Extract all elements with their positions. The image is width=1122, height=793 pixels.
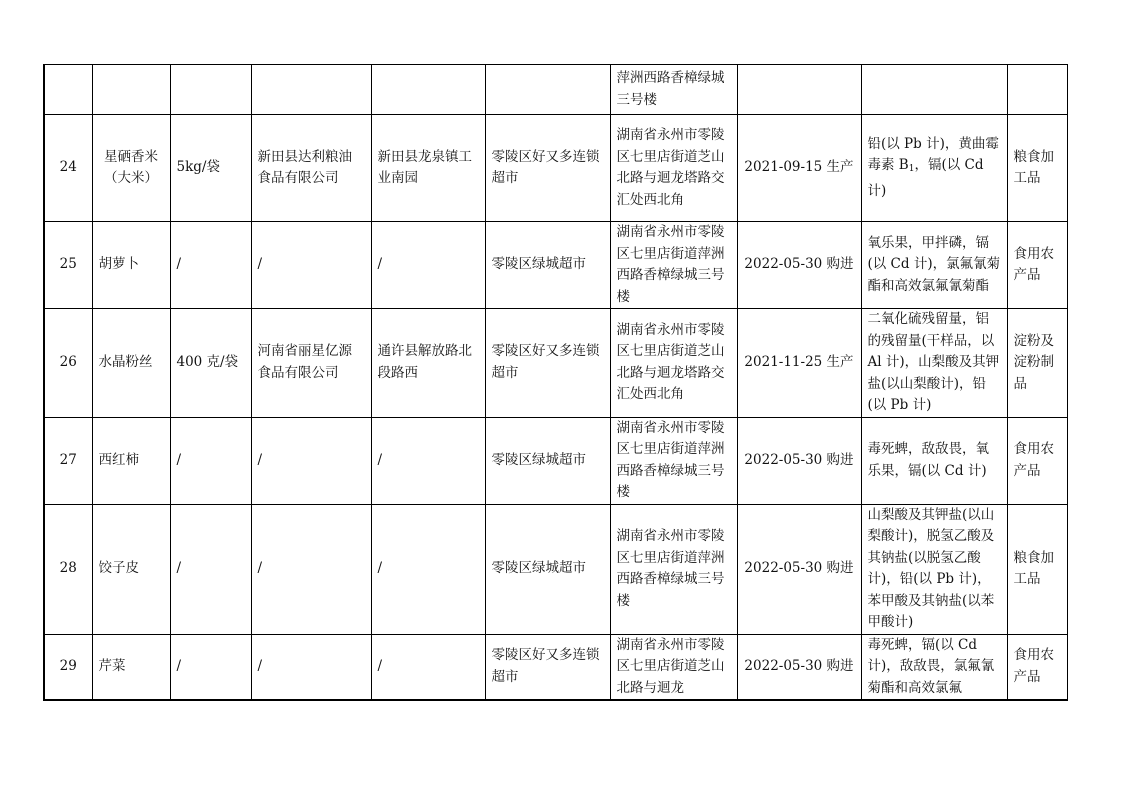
seller-address: 萍洲西路香樟绿城三号楼 <box>610 65 737 115</box>
row-number: 26 <box>44 309 92 418</box>
producer-name: 新田县达利粮油食品有限公司 <box>251 115 371 222</box>
table-row <box>44 417 1067 504</box>
seller-address: 湖南省永州市零陵区七里店街道萍洲西路香樟绿城三号楼 <box>610 417 737 504</box>
seller-address: 湖南省永州市零陵区七里店街道芝山北路与迴龙塔路交汇处西北角 <box>610 115 737 222</box>
food-category <box>1007 65 1067 115</box>
table-row <box>44 309 1067 418</box>
producer-name: / <box>251 222 371 309</box>
table-row <box>44 115 1067 222</box>
seller-address: 湖南省永州市零陵区七里店街道芝山北路与迴龙 <box>610 634 737 700</box>
batch-date: 2021-11-25 生产 <box>737 309 861 418</box>
batch-date: 2022-05-30 购进 <box>737 417 861 504</box>
table-row <box>44 222 1067 309</box>
producer-name: / <box>251 634 371 700</box>
seller-name: 零陵区绿城超市 <box>485 504 610 634</box>
inspection-table <box>43 64 1068 701</box>
producer-name <box>251 65 371 115</box>
seller-name: 零陵区绿城超市 <box>485 417 610 504</box>
product-spec: / <box>170 417 251 504</box>
producer-address: / <box>371 504 485 634</box>
seller-address: 湖南省永州市零陵区七里店街道萍洲西路香樟绿城三号楼 <box>610 504 737 634</box>
batch-date: 2022-05-30 购进 <box>737 222 861 309</box>
seller-name: 零陵区好又多连锁超市 <box>485 309 610 418</box>
food-category: 食用农产品 <box>1007 417 1067 504</box>
producer-address: 新田县龙泉镇工业南园 <box>371 115 485 222</box>
seller-address: 湖南省永州市零陵区七里店街道萍洲西路香樟绿城三号楼 <box>610 222 737 309</box>
product-spec <box>170 65 251 115</box>
row-number: 24 <box>44 115 92 222</box>
batch-date <box>737 65 861 115</box>
batch-date: 2021-09-15 生产 <box>737 115 861 222</box>
row-number <box>44 65 92 115</box>
product-name: 胡萝卜 <box>92 222 170 309</box>
test-items-part: 铅(以 Pb 计)，黄曲霉毒素 B <box>867 135 999 174</box>
test-items: 毒死蜱，敌敌畏，氧乐果，镉(以 Cd 计) <box>861 417 1007 504</box>
test-items: 二氧化硫残留量，铝的残留量(干样品，以 Al 计)，山梨酸及其钾盐(以山梨酸计)，铅(以 Pb 计) <box>861 309 1007 418</box>
table-row <box>44 634 1067 700</box>
product-spec: 400 克/袋 <box>170 309 251 418</box>
seller-name <box>485 65 610 115</box>
producer-name: 河南省丽星亿源食品有限公司 <box>251 309 371 418</box>
food-category: 粮食加工品 <box>1007 115 1067 222</box>
product-name: 芹菜 <box>92 634 170 700</box>
row-number: 28 <box>44 504 92 634</box>
product-name: 星硒香米（大米） <box>92 115 170 222</box>
product-name: 饺子皮 <box>92 504 170 634</box>
batch-date: 2022-05-30 购进 <box>737 504 861 634</box>
producer-address: 通许县解放路北段路西 <box>371 309 485 418</box>
table-row <box>44 504 1067 634</box>
test-items-part: ，镉(以 Cd 计) <box>867 157 984 199</box>
test-items <box>861 65 1007 115</box>
row-number: 27 <box>44 417 92 504</box>
product-name: 水晶粉丝 <box>92 309 170 418</box>
producer-name: / <box>251 504 371 634</box>
product-name <box>92 65 170 115</box>
test-items: 毒死蜱，镉(以 Cd 计)，敌敌畏，氯氟氰菊酯和高效氯氟 <box>861 634 1007 700</box>
food-category: 食用农产品 <box>1007 634 1067 700</box>
product-name: 西红柿 <box>92 417 170 504</box>
row-number: 29 <box>44 634 92 700</box>
product-spec: 5kg/袋 <box>170 115 251 222</box>
seller-address: 湖南省永州市零陵区七里店街道芝山北路与迴龙塔路交汇处西北角 <box>610 309 737 418</box>
seller-name: 零陵区好又多连锁超市 <box>485 115 610 222</box>
producer-address: / <box>371 634 485 700</box>
product-spec: / <box>170 222 251 309</box>
batch-date: 2022-05-30 购进 <box>737 634 861 700</box>
seller-name: 零陵区好又多连锁超市 <box>485 634 610 700</box>
food-category: 食用农产品 <box>1007 222 1067 309</box>
food-category: 淀粉及淀粉制品 <box>1007 309 1067 418</box>
test-items: 山梨酸及其钾盐(以山梨酸计)，脱氢乙酸及其钠盐(以脱氢乙酸计)，铅(以 Pb 计)，苯甲酸及其钠盐(以苯甲酸计) <box>861 504 1007 634</box>
table-row <box>44 65 1067 115</box>
product-spec: / <box>170 634 251 700</box>
producer-address: / <box>371 222 485 309</box>
product-spec: / <box>170 504 251 634</box>
producer-address <box>371 65 485 115</box>
producer-name: / <box>251 417 371 504</box>
producer-address: / <box>371 417 485 504</box>
test-items: 氧乐果，甲拌磷，镉(以 Cd 计)，氯氟氰菊酯和高效氯氟氰菊酯 <box>861 222 1007 309</box>
test-items-subscript: 1 <box>908 164 915 175</box>
test-items <box>861 115 1007 222</box>
row-number: 25 <box>44 222 92 309</box>
food-category: 粮食加工品 <box>1007 504 1067 634</box>
seller-name: 零陵区绿城超市 <box>485 222 610 309</box>
